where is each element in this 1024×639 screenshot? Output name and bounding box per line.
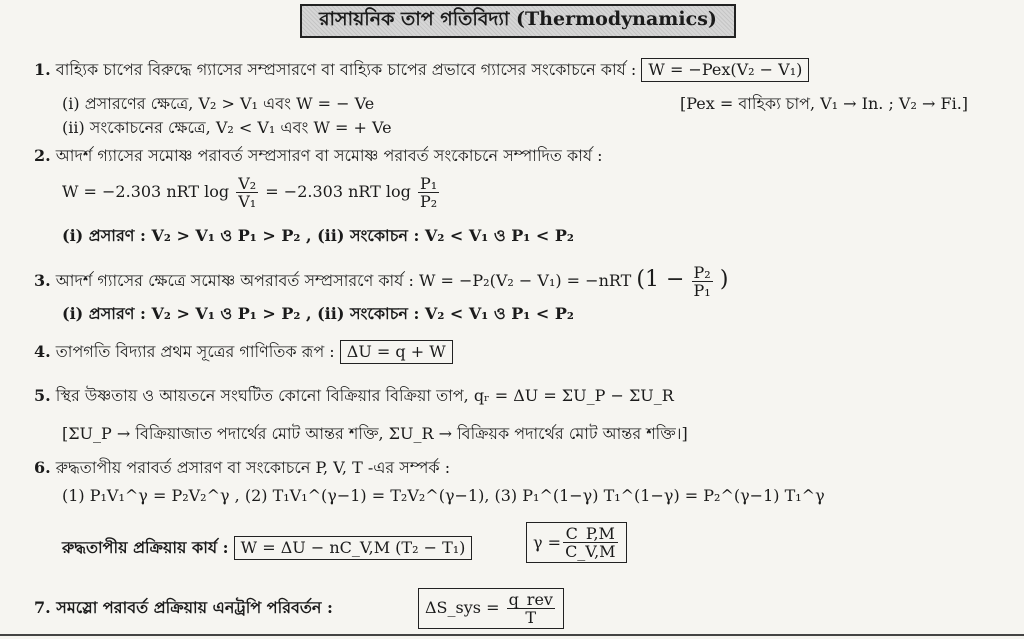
item-1-formula-box: W = −Pex(V₂ − V₁)	[641, 58, 809, 82]
item-4-number: 4.	[34, 342, 51, 361]
item-1-note: [Pex = বাহিক্য চাপ, V₁ → In. ; V₂ → Fi.]	[680, 94, 969, 113]
item-2-line	[34, 146, 603, 166]
page-title: রাসায়নিক তাপ গতিবিদ্যা (Thermodynamics)	[300, 4, 736, 38]
item-5-line	[34, 386, 674, 406]
item-5-formula: qᵣ = ΔU = ΣU_P − ΣU_R	[473, 386, 674, 405]
item-7-text: সমস্লো পরাবর্ত প্রক্রিয়ায় এনট্রপি পরিবর্তন :	[56, 598, 333, 617]
gamma-fraction: $\frac{C\_P,M}{C\_V,M}$	[565, 524, 616, 561]
item-2-fraction-2: $\frac{\text{P₁}}{\text{P₂}}$	[420, 174, 438, 211]
item-3-text: আদর্শ গ্যাসের ক্ষেত্রে সমোষ্ণ অপরাবর্ত সম্প্রসারণে কার্য :	[55, 271, 414, 290]
item-1-text: বাহ্যিক চাপের বিরুদ্ধে গ্যাসের সম্প্রসারণে বা বাহ্যিক চাপের প্রভাবে গ্যাসের সংকোচনে কার্য :	[55, 60, 637, 79]
item-2-number: 2.	[34, 146, 51, 165]
item-5-number: 5.	[34, 386, 51, 405]
item-2-text: আদর্শ গ্যাসের সমোষ্ণ পরাবর্ত সম্প্রসারণ বা সমোষ্ণ পরাবর্ত সংকোচনে সম্পাদিত কার্য :	[55, 146, 603, 165]
item-1-sub-1: (i) প্রসারণের ক্ষেত্রে, V₂ > V₁ এবং W = − Ve	[62, 94, 375, 113]
item-3-line	[34, 262, 728, 299]
item-5-note: [ΣU_P → বিক্রিয়াজাত পদার্থের মোট আন্তর শক্তি, ΣU_R → বিক্রিয়ক পদার্থের মোট আন্তর শক্তি।]	[62, 424, 688, 443]
item-6-work-formula-box: W = ΔU − nC_V,M (T₂ − T₁)	[234, 536, 473, 560]
item-2-fraction-1: $\frac{\text{V₂}}{\text{V₁}}$	[238, 174, 257, 211]
gamma-lhs: γ =	[533, 533, 562, 552]
item-1-number: 1.	[34, 60, 51, 79]
item-6-gamma-box	[526, 522, 627, 563]
item-4-formula-box: ΔU = q + W	[340, 340, 453, 364]
item-4-text: তাপগতি বিদ্যার প্রথম সূত্রের গাণিতিক রূপ :	[55, 342, 335, 361]
item-3-sub: (i) প্রসারণ : V₂ > V₁ ও P₁ > P₂ , (ii) সংকোচন : V₂ < V₁ ও P₁ < P₂	[62, 304, 574, 323]
item-1-sub-2: (ii) সংকোচনের ক্ষেত্রে, V₂ < V₁ এবং W = + Ve	[62, 118, 392, 137]
item-2-sub: (i) প্রসারণ : V₂ > V₁ ও P₁ > P₂ , (ii) সংকোচন : V₂ < V₁ ও P₁ < P₂	[62, 226, 574, 245]
item-1-line	[34, 58, 809, 82]
item-7-formula-box	[418, 588, 564, 629]
item-2-formula-lhs: W = −2.303 nRT log	[62, 182, 230, 201]
bottom-divider	[0, 634, 1024, 636]
item-7-fraction: $\frac{\text{q\_rev}}{T}$	[508, 590, 553, 627]
item-3-fraction: $\frac{\text{P₂}}{\text{P₁}}$	[693, 263, 711, 300]
item-3-formula-c: )	[719, 267, 729, 292]
item-7-line	[34, 598, 333, 618]
item-6-text: রুদ্ধতাপীয় পরাবর্ত প্রসারণ বা সংকোচনে P, V, T -এর সম্পর্ক :	[55, 458, 451, 477]
item-6-line	[34, 458, 450, 478]
item-7-formula-lhs: ΔS_sys =	[425, 598, 500, 617]
item-3-formula-b: (1 −	[636, 267, 685, 292]
item-3-number: 3.	[34, 271, 51, 290]
item-6-work-label: রুদ্ধতাপীয় প্রক্রিয়ায় কার্য :	[62, 538, 229, 557]
item-7-number: 7.	[34, 598, 51, 617]
item-6-relations: (1) P₁V₁^γ = P₂V₂^γ , (2) T₁V₁^(γ−1) = T₂V₂^(γ−1), (3) P₁^(1−γ) T₁^(1−γ) = P₂^(γ−1) T₁^γ	[62, 486, 825, 505]
item-6-number: 6.	[34, 458, 51, 477]
item-3-formula-a: W = −P₂(V₂ − V₁) = −nRT	[418, 271, 632, 290]
item-2-formula-mid: = −2.303 nRT log	[265, 182, 411, 201]
item-6-work	[62, 536, 472, 560]
item-5-text: স্থির উষ্ণতায় ও আয়তনে সংঘটিত কোনো বিক্রিয়ার বিক্রিয়া তাপ,	[55, 386, 469, 405]
item-4-line	[34, 340, 453, 364]
item-2-formula	[62, 174, 441, 210]
